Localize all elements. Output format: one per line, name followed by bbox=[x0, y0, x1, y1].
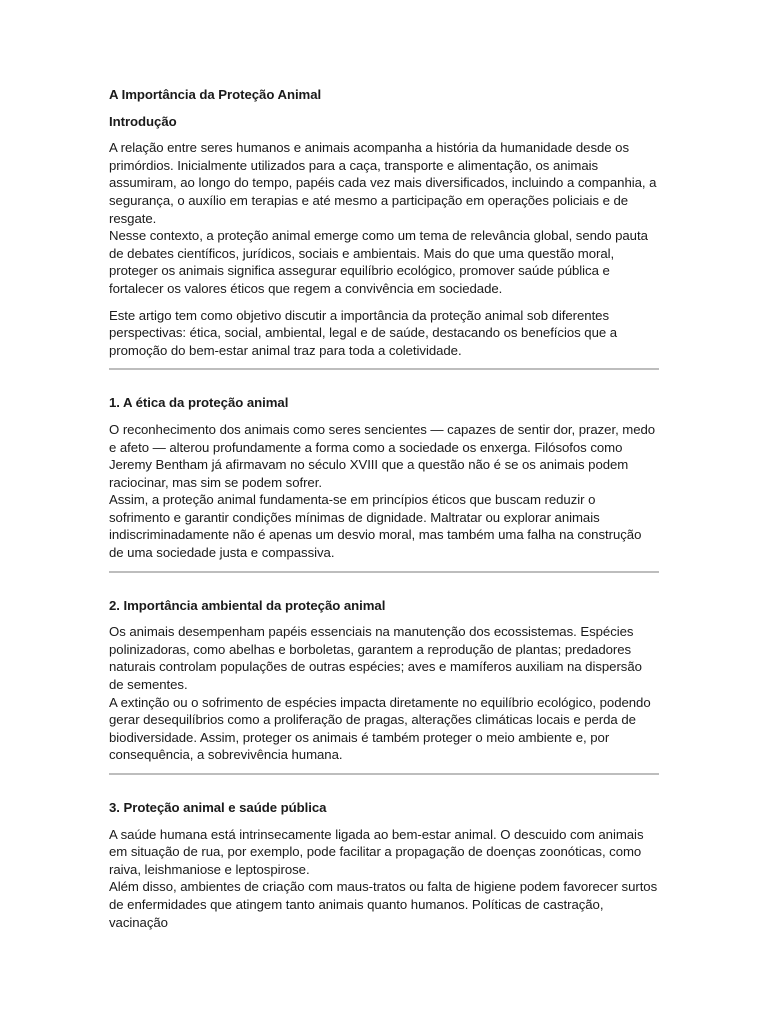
section-1-paragraph-2: Assim, a proteção animal fundamenta-se em princípios éticos que buscam reduzir o sofrimento e garantir condições mínimas de dignidade. Maltratar ou explorar animais indiscriminadamente não é apenas um desvio moral, mas também uma falha na construção de uma sociedade justa e compassiva. bbox=[109, 492, 642, 561]
section-2-heading: 2. Importância ambiental da proteção animal bbox=[109, 597, 386, 613]
section-divider bbox=[109, 773, 659, 775]
section-2-paragraph-1: Os animais desempenham papéis essenciais na manutenção dos ecossistemas. Espécies polinizadoras, como abelhas e borboletas, garantem a reprodução de plantas; predadores naturais controlam populações de outras espécies; aves e mamíferos auxiliam na dispersão de sementes. bbox=[109, 624, 642, 693]
intro-heading: Introdução bbox=[109, 113, 177, 129]
intro-paragraph-1b: Nesse contexto, a proteção animal emerge como um tema de relevância global, sendo pauta de debates científicos, jurídicos, sociais e ambientais. Mais do que uma questão moral, proteger os animais significa assegurar equilíbrio ecológico, promover saúde pública e fortalecer os valores éticos que regem a convivência em sociedade. bbox=[109, 228, 648, 296]
section-divider bbox=[109, 368, 659, 370]
section-2-paragraph-2: A extinção ou o sofrimento de espécies impacta diretamente no equilíbrio ecológico, podendo gerar desequilíbrios como a proliferação de pragas, alterações climáticas locais e perda de biodiversidade. Assim, proteger os animais é também proteger o meio ambiente e, por consequência, a sobrevivência humana. bbox=[109, 694, 651, 763]
intro-paragraph-2: Este artigo tem como objetivo discutir a importância da proteção animal sob diferentes perspectivas: ética, social, ambiental, legal e de saúde, destacando os benefícios que a promoção do bem-estar animal traz para toda a coletividade. bbox=[109, 307, 618, 358]
document-page bbox=[109, 86, 659, 931]
section-3-heading: 3. Proteção animal e saúde pública bbox=[109, 800, 327, 815]
section-divider bbox=[109, 571, 659, 573]
intro-paragraph-1a: A relação entre seres humanos e animais acompanha a história da humanidade desde os primórdios. Inicialmente utilizados para a caça, transporte e alimentação, os animais assumiram, ao longo do tempo, papéis cada vez mais diversificados, incluindo a companhia, a segurança, o auxílio em terapias e até mesmo a participação em operações policiais e de resgate. bbox=[109, 140, 657, 226]
section-1-heading: 1. A ética da proteção animal bbox=[109, 395, 289, 411]
section-3-paragraph-2: Além disso, ambientes de criação com maus-tratos ou falta de higiene podem favorecer surtos de enfermidades que atingem tanto animais quanto humanos. Políticas de castração, vacinação bbox=[109, 879, 658, 930]
section-3-paragraph-1: A saúde humana está intrinsecamente ligada ao bem-estar animal. O descuido com animais em situação de rua, por exemplo, pode facilitar a propagação de doenças zoonóticas, como raiva, leishmaniose e leptospirose. bbox=[109, 826, 644, 877]
section-1-paragraph-1: O reconhecimento dos animais como seres sencientes — capazes de sentir dor, prazer, medo e afeto — alterou profundamente a forma como a sociedade os enxerga. Filósofos como Jeremy Bentham já afirmavam no século XVIII que a questão não é se os animais podem raciocinar, mas sim se podem sofrer. bbox=[109, 421, 656, 490]
document-title: A Importância da Proteção Animal bbox=[109, 87, 322, 102]
